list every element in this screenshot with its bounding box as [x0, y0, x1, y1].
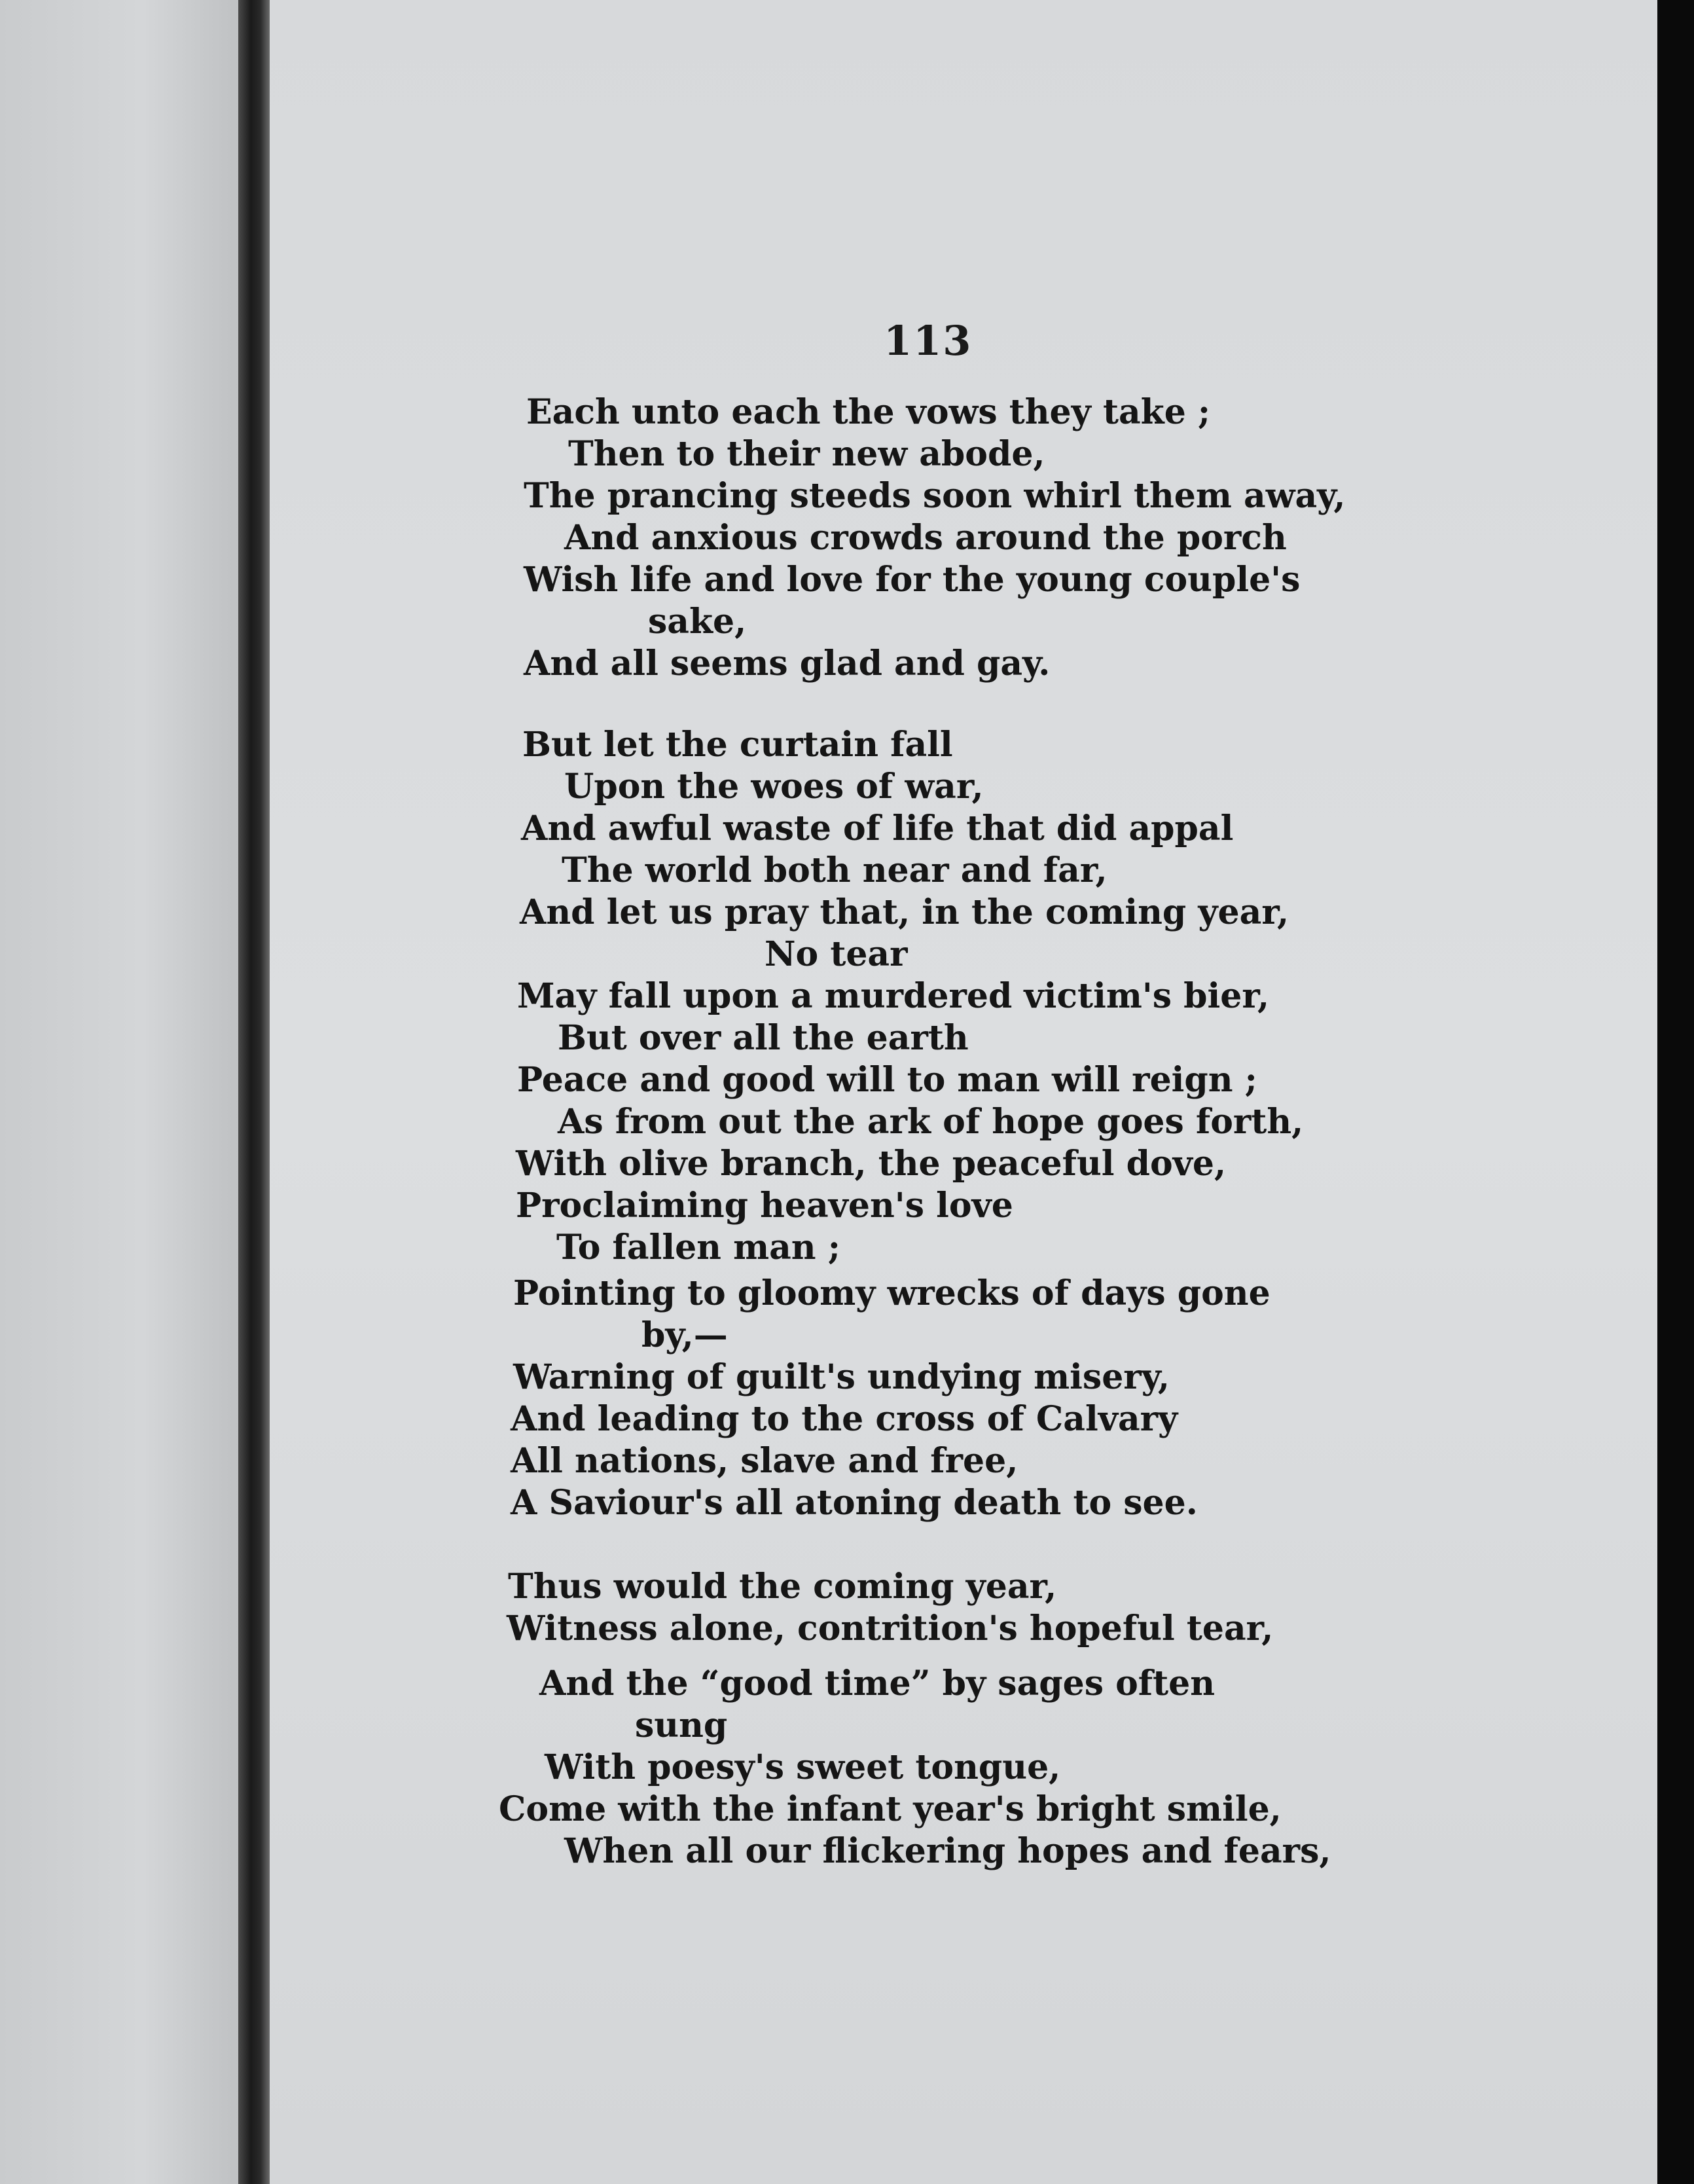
poem-line: And anxious crowds around the porch — [564, 518, 1287, 558]
poem-line: As from out the ark of hope goes forth, — [558, 1102, 1304, 1142]
poem-line: And awful waste of life that did appal — [521, 809, 1234, 848]
poem-line: All nations, slave and free, — [511, 1441, 1018, 1481]
poem-line: But let the curtain fall — [522, 725, 953, 765]
poem-line: And let us pray that, in the coming year, — [520, 892, 1289, 932]
poem-line: Peace and good will to man will reign ; — [517, 1060, 1257, 1100]
poem-line: Upon the woes of war, — [564, 767, 984, 807]
poem-line: With olive branch, the peaceful dove, — [516, 1144, 1227, 1184]
poem-line: Each unto each the vows they take ; — [526, 392, 1211, 432]
poem-line: A Saviour's all atoning death to see. — [511, 1483, 1198, 1523]
poem-line: Witness alone, contrition's hopeful tear, — [507, 1609, 1274, 1648]
poem-line: Come with the infant year's bright smile, — [499, 1789, 1282, 1829]
poem-line: Pointing to gloomy wrecks of days gone — [513, 1273, 1270, 1313]
poem-line: When all our flickering hopes and fears, — [564, 1831, 1331, 1871]
poem-line: by,— — [641, 1315, 728, 1355]
poem-line: Proclaiming heaven's love — [516, 1186, 1013, 1226]
poem-line: The prancing steeds soon whirl them away, — [524, 476, 1346, 516]
page-number: 113 — [884, 317, 973, 365]
poem-line: Then to their new abode, — [568, 434, 1045, 474]
poem-line: Warning of guilt's undying misery, — [513, 1357, 1170, 1397]
poem-line: Wish life and love for the young couple's — [524, 560, 1301, 600]
poem-line: And the “good time” by sages often — [539, 1664, 1216, 1703]
book-gutter — [238, 0, 270, 2184]
poem-line: sake, — [648, 602, 747, 642]
poem-line: The world both near and far, — [562, 850, 1108, 890]
poem-line: sung — [635, 1705, 728, 1745]
poem-line: And all seems glad and gay. — [524, 644, 1051, 683]
poem-line: With poesy's sweet tongue, — [545, 1747, 1061, 1787]
poem-line: To fallen man ; — [556, 1228, 840, 1267]
poem-line: Thus would the coming year, — [508, 1567, 1057, 1607]
right-page-border — [1657, 0, 1694, 2184]
poem-line: No tear — [765, 934, 908, 974]
poem-line: May fall upon a murdered victim's bier, — [517, 976, 1270, 1016]
left-page-edge — [0, 0, 238, 2184]
poem-line: And leading to the cross of Calvary — [511, 1399, 1178, 1439]
poem-line: But over all the earth — [558, 1018, 969, 1058]
